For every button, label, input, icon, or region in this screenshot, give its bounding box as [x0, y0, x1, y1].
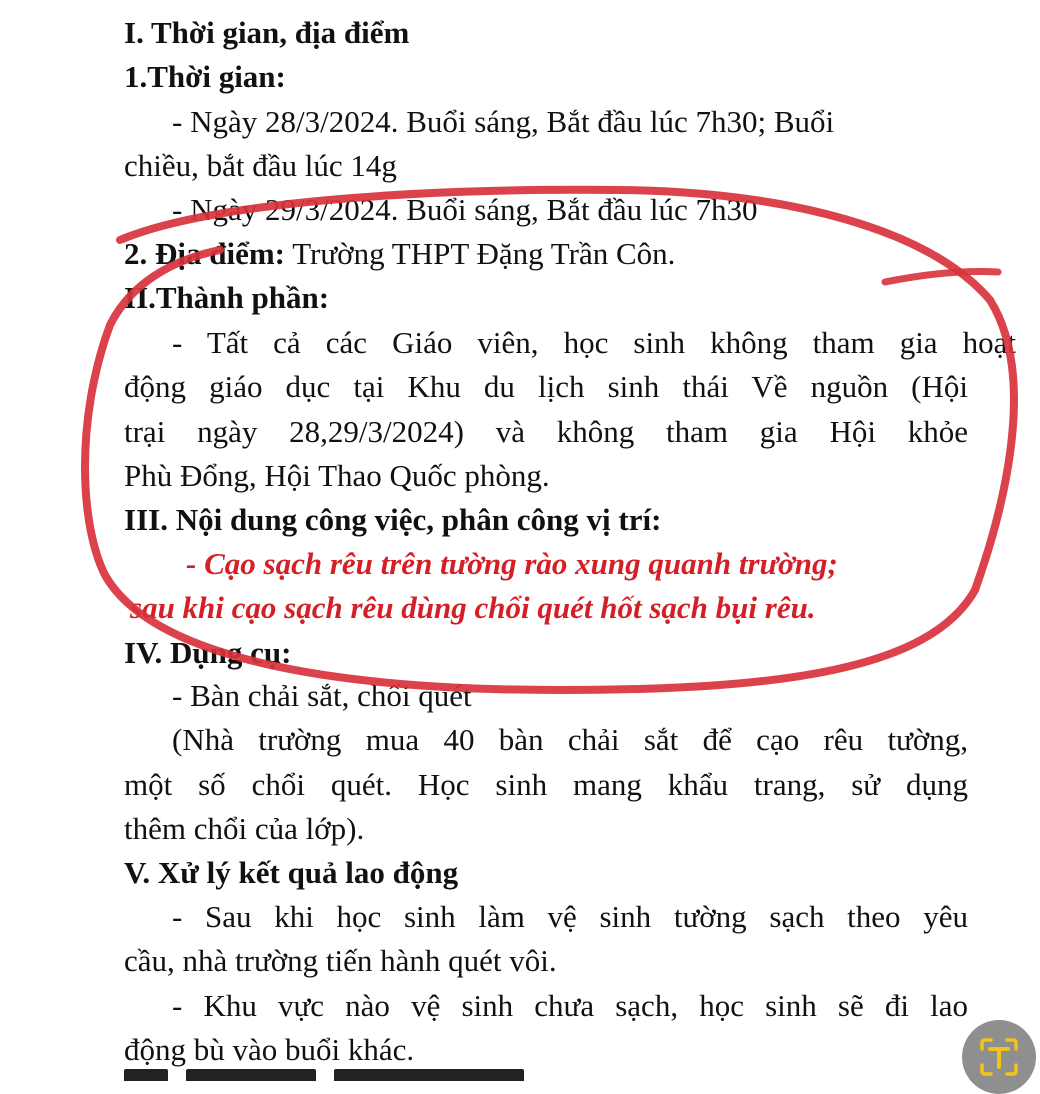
location-label: 2. Địa điểm:: [124, 236, 286, 271]
section-heading-participants: II.Thành phần:: [124, 280, 330, 315]
paragraph-task-2: sau khi cạo sạch rêu dùng chổi quét hốt sạch bụi rêu.: [130, 590, 816, 625]
paragraph-results-1: - Sau khi học sinh làm vệ sinh tường sạch theo yêu: [172, 899, 968, 934]
location-value: Trường THPT Đặng Trần Côn.: [285, 236, 676, 271]
text-scan-button[interactable]: [962, 1020, 1036, 1094]
paragraph-date-1a: - Ngày 28/3/2024. Buổi sáng, Bắt đầu lúc 7h30; Buổi: [172, 104, 835, 139]
paragraph-tools-3: một số chổi quét. Học sinh mang khẩu trang, sử dụng: [124, 767, 968, 802]
paragraph-participants-4: Phù Đổng, Hội Thao Quốc phòng.: [124, 458, 550, 493]
text-scan-icon: [976, 1034, 1022, 1080]
paragraph-date-2: - Ngày 29/3/2024. Buổi sáng, Bắt đầu lúc 7h30: [172, 192, 758, 227]
paragraph-participants-1: - Tất cả các Giáo viên, học sinh không tham gia hoạt: [172, 325, 1016, 360]
paragraph-results-4: động bù vào buổi khác.: [124, 1032, 415, 1067]
paragraph-task-1: - Cạo sạch rêu trên tường rào xung quanh trường;: [186, 546, 838, 581]
paragraph-participants-2: động giáo dục tại Khu du lịch sinh thái Về nguồn (Hội: [124, 369, 968, 404]
section-heading-time-place: I. Thời gian, địa điểm: [124, 15, 410, 50]
paragraph-participants-3: trại ngày 28,29/3/2024) và không tham gia Hội khỏe: [124, 414, 968, 449]
subheading-time: 1.Thời gian:: [124, 59, 286, 94]
paragraph-results-3: - Khu vực nào vệ sinh chưa sạch, học sinh sẽ đi lao: [172, 988, 968, 1023]
section-heading-tasks: III. Nội dung công việc, phân công vị trí:: [124, 502, 662, 537]
paragraph-location: [124, 235, 968, 273]
section-heading-results: V. Xử lý kết quả lao động: [124, 855, 459, 890]
paragraph-results-2: cầu, nhà trường tiến hành quét vôi.: [124, 943, 557, 978]
section-heading-tools: IV. Dụng cụ:: [124, 635, 292, 670]
paragraph-tools-2: (Nhà trường mua 40 bàn chải sắt để cạo rêu tường,: [172, 722, 968, 757]
paragraph-date-1b: chiều, bắt đầu lúc 14g: [124, 148, 397, 183]
paragraph-tools-1: - Bàn chải sắt, chổi quét: [172, 678, 472, 713]
paragraph-tools-4: thêm chổi của lớp).: [124, 811, 365, 846]
cut-off-next-heading: [124, 1068, 544, 1081]
